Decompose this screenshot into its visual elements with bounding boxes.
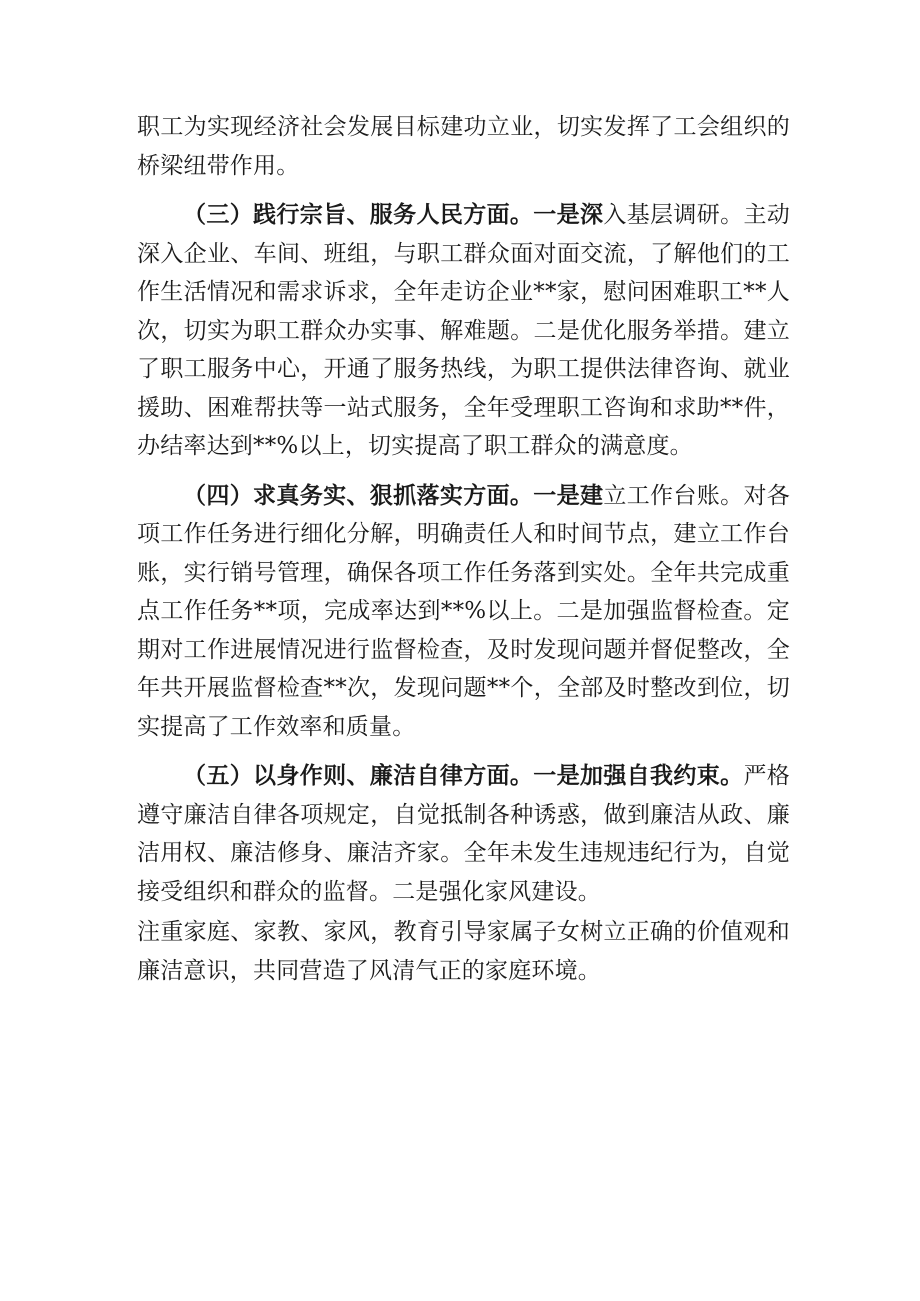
section-lead: 一是建 — [533, 482, 604, 509]
document-page — [137, 108, 790, 990]
section-heading: （四）求真务实、狠抓落实方面。 — [183, 482, 534, 509]
paragraph-text: 入基层调研。主动深入企业、车间、班组，与职工群众面对面交流，了解他们的工作生活情况和需求诉求，全年走访企业**家，慰问困难职工**人次，切实为职工群众办实事、解难题。二是优化服务举措。建立了职工服务中心，开通了服务热线，为职工提供法律咨询、就业援助、困难帮扶等一站式服务，全年受理职工咨询和求助**件，办结率达到**%以上，切实提高了职工群众的满意度。 — [137, 202, 791, 459]
paragraph-section-4 — [137, 477, 790, 747]
paragraph-intro — [137, 108, 790, 185]
section-heading: （三）践行宗旨、服务人民方面。 — [183, 202, 534, 228]
paragraph-section-5 — [137, 757, 790, 911]
section-heading: （五）以身作则、廉洁自律方面。 — [183, 763, 534, 789]
section-lead: 一是加强自我约束。 — [533, 763, 744, 789]
section-lead: 一是深 — [533, 202, 604, 228]
paragraph-closing — [137, 913, 790, 990]
paragraph-text: 职工为实现经济社会发展目标建功立业，切实发挥了工会组织的桥梁纽带作用。 — [137, 114, 790, 179]
paragraph-text: 严格遵守廉洁自律各项规定，自觉抵制各种诱惑，做到廉洁从政、廉洁用权、廉洁修身、廉洁齐家。全年未发生违规违纪行为，自觉接受组织和群众的监督。二是强化家风建设。 — [137, 763, 791, 905]
paragraph-section-3 — [137, 196, 790, 466]
paragraph-text: 立工作台账。对各项工作任务进行细化分解，明确责任人和时间节点，建立工作台账，实行销号管理，确保各项工作任务落到实处。全年共完成重点工作任务**项，完成率达到**%以上。二是加强监督检查。定期对工作进展情况进行监督检查，及时发现问题并督促整改，全年共开展监督检查**次，发现问题**个，全部及时整改到位，切实提高了工作效率和质量。 — [137, 482, 791, 740]
paragraph-text: 注重家庭、家教、家风，教育引导家属子女树立正确的价值观和廉洁意识，共同营造了风清气正的家庭环境。 — [137, 919, 790, 984]
